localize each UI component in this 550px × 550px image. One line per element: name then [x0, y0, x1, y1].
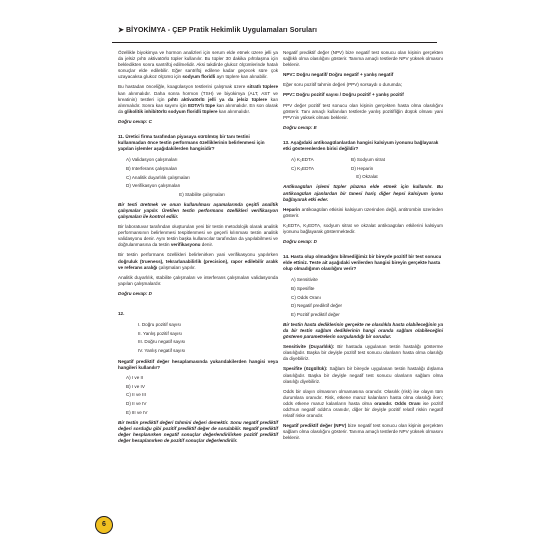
option: C) Analitik duyarlılık çalışmaları [126, 174, 190, 180]
paragraph: Eğer soru pozitif tahmin değeri (PPV) sorsaydı o durumda; [283, 82, 402, 88]
paragraph: Bu hastadan önceliğle, koagülasyon testlerini çalışmak üzere sitratlı tüplere kan alınmalıdır. Daha sonra hormon (TSH) ve biyokimya (ALT, AST ve kreatinin) testleri için pıhtı aktivatörlü jelli ya da jelsiz tüplere kan alınmalıdır. Sonra kan sayımı için EDTA'lı tüpe kan alınmalıdır. En son olarak da glikolitik inhibitörlü sodyum floridli tüplere kan alınmalıdır. [118, 84, 279, 114]
answer: Doğru cevap: E [283, 124, 317, 130]
option: D) Negatif prediktif değer [291, 303, 343, 309]
option: B) Spesifite [291, 286, 315, 292]
question-12: 12. [118, 311, 125, 316]
explanation: Bir testin prediktif değeri tahmini değeri demektir. Sonu negatif prediktif değeri sorduğu gibi pozitif prediktif değer de sorulabilir. Negatif prediktif değer hesplanırken negatif sonuçlar değerlendirilirken pozitif prediktif değer hesaplanırken de pozitif sonuçlar değerlendirilir. [118, 419, 278, 443]
explanation: Analitik duyarlılık, stabilite çalışmaları ve interferans çalışmaları validasyonda yapılan çalışmalardır. [118, 274, 278, 286]
option: B) Interferans çalışmaları [126, 165, 178, 171]
paragraph: PPV değer pozitif test sonucu olan kişinin gerçekten hasta olma olasılığını gösterir. Tanı amaçlı kullanılan testlerde yanlış pozitifliğin düşük olması yani PPV'nin yüksek olması beklenir. [283, 102, 443, 120]
page-number-badge: 6 [95, 516, 113, 534]
explanation: Bir laboratuvar tarafından oluşturulan yeni bir testin metodolojik olarak analitik performansının belirlenmesi tespitlenmesi ve geçerli kılınması testin analitik validasyonu denir. Aynı testin başka kullanıcılar tarafından da yapılabilmesi ve doğrulanmasına da testin verifikasyonu denir. [118, 224, 278, 248]
option: D) Verifikasyon çalışmaları [126, 183, 181, 189]
formula-ppv: PPV= Doğru pozitif sayısı / Doğru pozitif + yanlış pozitif [283, 92, 404, 98]
paragraph: Negatif prediktif değer (NPV) bize negatif test sonucu olan kişinin gerçekten sağlıklı olma olasılığını gösterir. Tanıma amaçlı testlerde NPV yüksek olmasını beklenir. [283, 50, 443, 68]
option: A) Validasyon çalışmaları [126, 157, 178, 163]
header-title [118, 26, 317, 34]
option: B) Sodyum sitrat [351, 157, 385, 163]
answer: Doğru cevap: D [283, 239, 317, 245]
page-header [112, 24, 437, 43]
option: C) Odds Oranı [291, 294, 321, 300]
header-arrow-icon: ➤ [118, 27, 124, 34]
option: A) K₂EDTA [291, 157, 314, 163]
answer: Doğru cevap: D [118, 290, 152, 296]
option: A) I ve II [126, 375, 144, 381]
option-row [291, 166, 443, 172]
paragraph: Özellikle biyokimya ve hormon analizleri için serum elde etmek üzere jelli ya da jelsiz pıhtı aktivatörlü tüpler kullanılır. Bu tüpler 30 dakika pıhtılaşma için bekledikten sonra santrifüj edilmelidir. Aksi takdirde glukoz ölçümlerinde hatalı sonuçlar elde edilebilir. Eğer santrifüj edilene kadar geçecek süre çok uzayacaksa glukoz ölçümü için sodyum floridli ayrı tüplere kan alınabilir. [118, 50, 278, 80]
option: E) Okzalat [356, 174, 378, 180]
roman-item: I. Doğru pozitif sayısı [138, 322, 181, 328]
explanation: Bir testin performans özellikleri belirlenirken yani verifikasyonu yapılırken doğruluk (trueness), tekrarlanabilirlik (precision), rapor edilebilir aralık ve referans aralığı çalışmaları yapılır. [118, 252, 278, 270]
explanation: Bir testin hasta dediklerinin gerçekte ne olasılıkla hasta olabileceğinin ya da bir testin sağlam dediklerinin hangi oranda sağlam olabileceğini gösteren parametrelerin sorgulandığı bir sorudur. [283, 321, 443, 340]
option: E) Pozitif prediktif değer [291, 311, 340, 317]
option: D) II ve IV [126, 400, 147, 406]
explanation: Spesifite (özgüllük): Sağlam bir bireyde uygulanan testin hastalığı dışlama olasılığıdır. Başka bir deyişle negatif test sonucu olanların sağlam olma olasılığı diyebiliriz. [283, 366, 443, 384]
option: C) II ve III [126, 392, 146, 398]
option: A) Sensitivite [291, 277, 318, 283]
explanation: K₂EDTA, K₃EDTA, sodyum sitrat ve okzalat antikoagülan etkilerini kalsiyum iyonunu bağlayarak göstermektedir. [283, 222, 443, 234]
explanation: Sensitivite (Duyarlılık): Bir hastada uygulanan testin hastalığı gösterme olasılığıdır. Başka bir deyişle pozitif test sonucu olanların hasta olma olasılığı da diyebiliriz. [283, 344, 443, 362]
question-11: 11. Üretici firma tarafından piyasaya sürülmüş bir tanı testini kullanmadan önce testin performans özelliklerinin belirlenmesi için yapılan işlemler aşağıdakilerden hangisidir? [118, 134, 265, 152]
left-column [118, 50, 278, 448]
explanation: Bir testi üretmek ve onun kullanılması aşamalarında çeşitli analitik çalışmalar yapılır. Üretilen testin performans özellikleri verifikasyon çalışmaları ile kontrol edilir. [118, 201, 278, 219]
question-13: 13. Aşağıdaki antikoagülanlardan hangisi kalsiyum iyonunu bağlayarak etki gösterenlerden birisi değildir? [283, 139, 439, 152]
option: D) Heparin [351, 165, 374, 171]
explanation: Negatif prediktif değer (NPV) bize negatif test sonucu olan kişinin gerçekten sağlam olma olasılığını gösterir. Tanıma amaçlı testlerde NPV yüksek olmasını beklenir. [283, 423, 443, 441]
question-14: 14. Hasta olup olmadığını bilmediğimiz bir bireyde pozitif bir test sonucu elde ettiniz. Teste ait aşağıdaki verilerden hangisi bireyin gerçekte hasta olup olmadığının olasılığını verir? [283, 254, 442, 272]
answer: Doğru cevap: C [118, 118, 152, 124]
option: E) III ve IV [126, 409, 148, 415]
explanation: Antikoagülan işlemi tüpler plazma elde etmek için kullanılır. Bu antikoagülan ajanlardan bir tanesi hariç diğer hepsi kalsiyum iyonu bağlayarak etki eder. [283, 184, 443, 202]
roman-item: III. Doğru negatif sayısı [138, 339, 186, 345]
right-column [283, 50, 443, 446]
option: B) I ve IV [126, 383, 145, 389]
option: E) Stabilite çalışmaları [179, 191, 225, 197]
question-12-text: Negatif prediktif değer hesaplamasında yukarıdakilerden hangisi veya hangileri kullanılır? [118, 358, 278, 371]
explanation: Heparin antikoagülan etkisini kalsiyum üzerinden değil, antitrombin üzerinden gösterir. [283, 206, 443, 218]
option: C) K₃EDTA [291, 165, 314, 171]
formula-npv: NPV= Doğru negatif/ Doğru negatif + yanlış negatif [283, 72, 394, 78]
option-row [291, 157, 443, 163]
explanation: Odds bir olayın olmasının olmamasına oranıdır. Olasılık (risk) ise olayın tüm durumlara oranıdır. Risk, etkene maruz kalanların hasta olma olasılığı iken; odds etkene maruz kalanların hasta olma oranıdır. Odds Oranı ise pozitif odd'nun negatif odds'a oranıdır, diğer bir deyişle pozitif relatif riskin negatif relatif riske oranıdır. [283, 388, 443, 419]
header-title-text: BİYOKİMYA - ÇEP Pratik Hekimlik Uygulamaları Soruları [126, 27, 318, 34]
roman-item: IV. Yanlış negatif sayısı [138, 347, 186, 353]
roman-item: II. Yanlış pozitif sayısı [138, 330, 182, 336]
